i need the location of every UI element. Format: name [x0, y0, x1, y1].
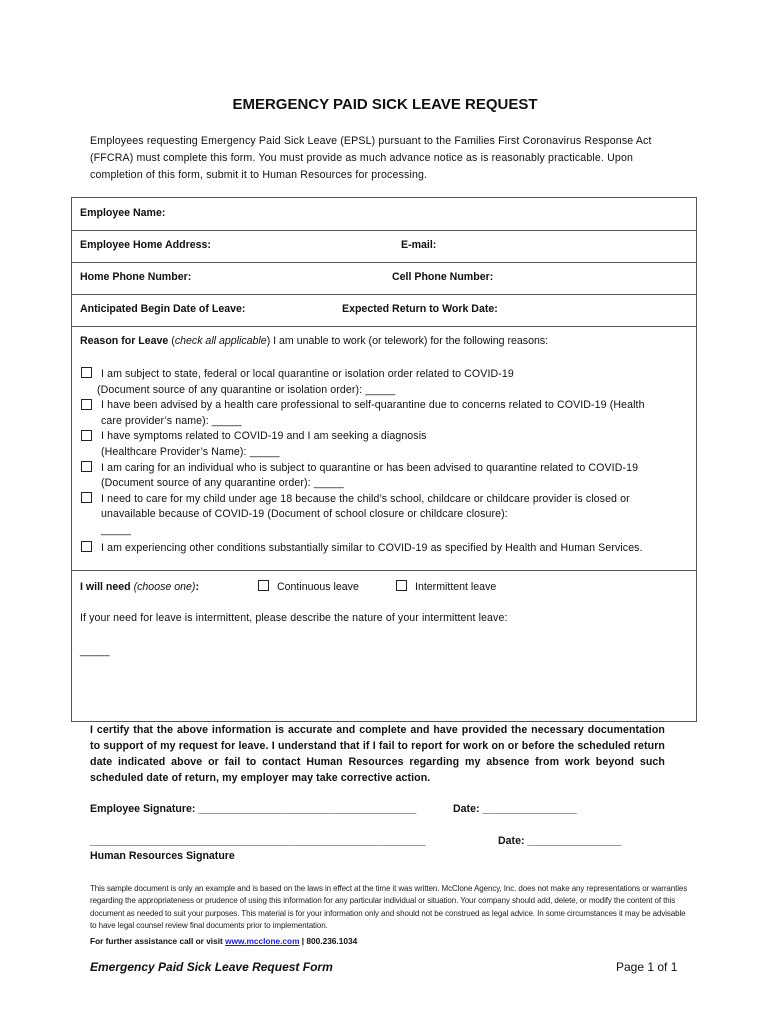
footer-form-name: Emergency Paid Sick Leave Request Form [90, 960, 333, 974]
intermittent-description-field[interactable]: _____ [80, 645, 110, 657]
need-heading [80, 581, 199, 593]
need-label: I will need [80, 581, 131, 593]
reason-line: I am subject to state, federal or local quarantine or isolation order related to COVID-19 [101, 368, 514, 380]
divider [71, 262, 697, 263]
reason-line: I have symptoms related to COVID-19 and I am seeking a diagnosis [101, 430, 427, 443]
reason-checkbox-2[interactable] [81, 399, 92, 410]
intro-paragraph: Employees requesting Emergency Paid Sick Leave (EPSL) pursuant to the Families First Coronavirus Response Act (FFCRA) must complete this form. You must provide as much advance notice as is reasonably practicable. Upon completion of this form, submit it to Human Resources for processing. [90, 135, 652, 181]
reason-label: Reason for Leave [80, 335, 169, 347]
employee-date-field[interactable]: Date: ________________ [453, 803, 577, 815]
reason-checkbox-6[interactable] [81, 541, 92, 552]
hr-signature-line[interactable]: _________________________________________________________ [90, 835, 426, 847]
reason-list [97, 367, 696, 556]
divider [71, 294, 697, 295]
employee-signature-field[interactable]: Employee Signature: _____________________________________ [90, 803, 417, 815]
reason-open-paren: ( [171, 335, 175, 347]
hr-date-field[interactable]: Date: ________________ [498, 835, 622, 847]
intermittent-leave-checkbox[interactable] [396, 580, 407, 591]
contact-suffix: | 800.236.1034 [299, 936, 358, 946]
divider [71, 230, 697, 231]
contact-prefix: For further assistance call or visit [90, 936, 226, 946]
reason-line: (Healthcare Provider’s Name): _____ [101, 445, 280, 458]
intermittent-leave-label: Intermittent leave [415, 581, 497, 593]
reason-line: (Document source of any quarantine or isolation order): _____ [97, 383, 396, 396]
reason-line: (Document source of any quarantine order): _____ [101, 477, 344, 490]
begin-date-field[interactable]: Anticipated Begin Date of Leave: [80, 303, 246, 315]
need-hint: (choose one) [133, 581, 196, 593]
reason-line: I am experiencing other conditions substantially similar to COVID-19 as specified by Health and Human Services. [101, 541, 643, 554]
page-title: EMERGENCY PAID SICK LEAVE REQUEST [232, 96, 538, 113]
reason-rest: ) I am unable to work (or telework) for the following reasons: [266, 335, 549, 347]
divider [71, 570, 697, 571]
reason-checkbox-1[interactable] [81, 367, 92, 378]
divider [71, 326, 697, 327]
hr-signature-label: Human Resources Signature [90, 850, 235, 862]
footer-page-number: Page 1 of 1 [616, 960, 678, 974]
reason-line: unavailable because of COVID-19 (Document of school closure or childcare closure): [101, 508, 508, 521]
reason-line: I have been advised by a health care professional to self-quarantine due to concerns related to COVID-19 (Health [101, 399, 645, 412]
contact-line [90, 936, 357, 946]
continuous-leave-checkbox[interactable] [258, 580, 269, 591]
continuous-leave-label: Continuous leave [277, 581, 359, 593]
reason-line: I need to care for my child under age 18 because the child’s school, childcare or childcare provider is closed or [101, 492, 630, 505]
need-colon: : [195, 581, 199, 593]
reason-checkbox-4[interactable] [81, 461, 92, 472]
cell-phone-field[interactable]: Cell Phone Number: [392, 271, 494, 283]
home-phone-field[interactable]: Home Phone Number: [80, 271, 192, 283]
reason-hint: check all applicable [174, 335, 267, 347]
employee-name-field[interactable]: Employee Name: [80, 207, 166, 219]
disclaimer: This sample document is only an example and is based on the laws in effect at the time it was written. McClone Agency, Inc. does not make any representations or warranties regarding the appropriateness or prudence of using this information for any particular individual or situation. Your company should add, delete, or modify the content of this document as needed to suit your purposes. This material is for your information only and should not be construed as legal advice. In some circumstances it may be advisable to have legal counsel review final documents prior to implementation. [90, 884, 688, 930]
reason-checkbox-5[interactable] [81, 492, 92, 503]
certification-statement: I certify that the above information is accurate and complete and have provided the necessary documentation to support of my request for leave. I understand that if I fail to report for work on or before the scheduled return date indicated above or fail to contact Human Resources regarding my absence from work beyond such scheduled date of return, my employer may take corrective action. [90, 724, 665, 784]
reason-line: care provider’s name): _____ [101, 414, 242, 427]
website-link[interactable]: www.mcclone.com [225, 936, 300, 946]
reason-checkbox-3[interactable] [81, 430, 92, 441]
home-address-field[interactable]: Employee Home Address: [80, 239, 211, 251]
return-date-field[interactable]: Expected Return to Work Date: [342, 303, 498, 315]
email-field[interactable]: E-mail: [401, 239, 437, 251]
reason-line: _____ [101, 523, 131, 536]
intermittent-description-prompt: If your need for leave is intermittent, please describe the nature of your intermittent leave: [80, 612, 508, 624]
reason-heading [80, 335, 548, 347]
reason-line: I am caring for an individual who is subject to quarantine or has been advised to quarantine related to COVID-19 [101, 461, 639, 474]
